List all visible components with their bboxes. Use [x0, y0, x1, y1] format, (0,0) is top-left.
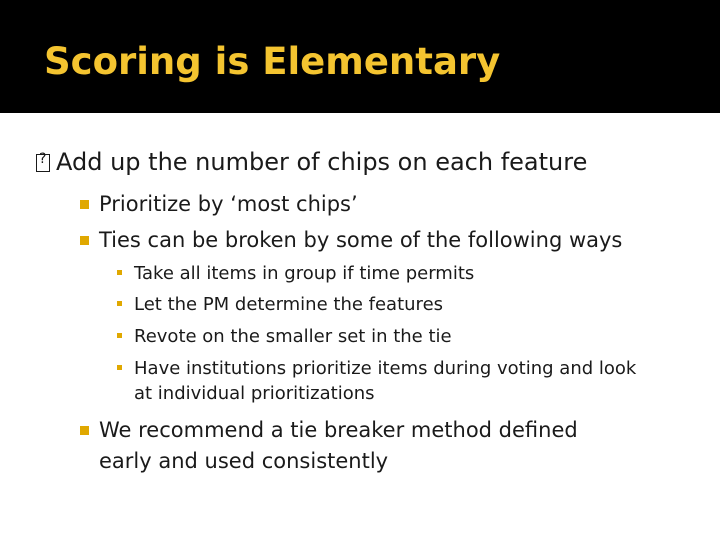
- small-square-bullet-icon: [117, 301, 122, 306]
- bullet-text-continued: early and used consistently: [99, 449, 389, 473]
- bullet-level1: [36, 148, 587, 176]
- bullet-text: Ties can be broken by some of the following ways: [99, 228, 623, 252]
- small-square-bullet-icon: [117, 333, 122, 338]
- square-bullet-icon: [80, 200, 89, 209]
- sub-bullet-text: Have institutions prioritize items during voting and look: [134, 358, 637, 379]
- sub-bullet-text: Take all items in group if time permits: [134, 263, 475, 284]
- sub-bullet-text: Let the PM determine the features: [134, 294, 444, 315]
- bullet-text: We recommend a tie breaker method defined: [99, 418, 578, 442]
- small-square-bullet-icon: [117, 270, 122, 275]
- square-bullet-icon: [80, 426, 89, 435]
- small-square-bullet-icon: [117, 365, 122, 370]
- sub-bullet-text-continued: at individual prioritizations: [134, 383, 375, 404]
- slide-title: Scoring is Elementary: [44, 40, 501, 83]
- square-bullet-icon: [80, 236, 89, 245]
- missing-glyph-icon: [36, 154, 50, 172]
- sub-bullet-text: Revote on the smaller set in the tie: [134, 326, 452, 347]
- bullet-level1-text: Add up the number of chips on each feature: [56, 148, 588, 176]
- bullet-text: Prioritize by ‘most chips’: [99, 192, 358, 216]
